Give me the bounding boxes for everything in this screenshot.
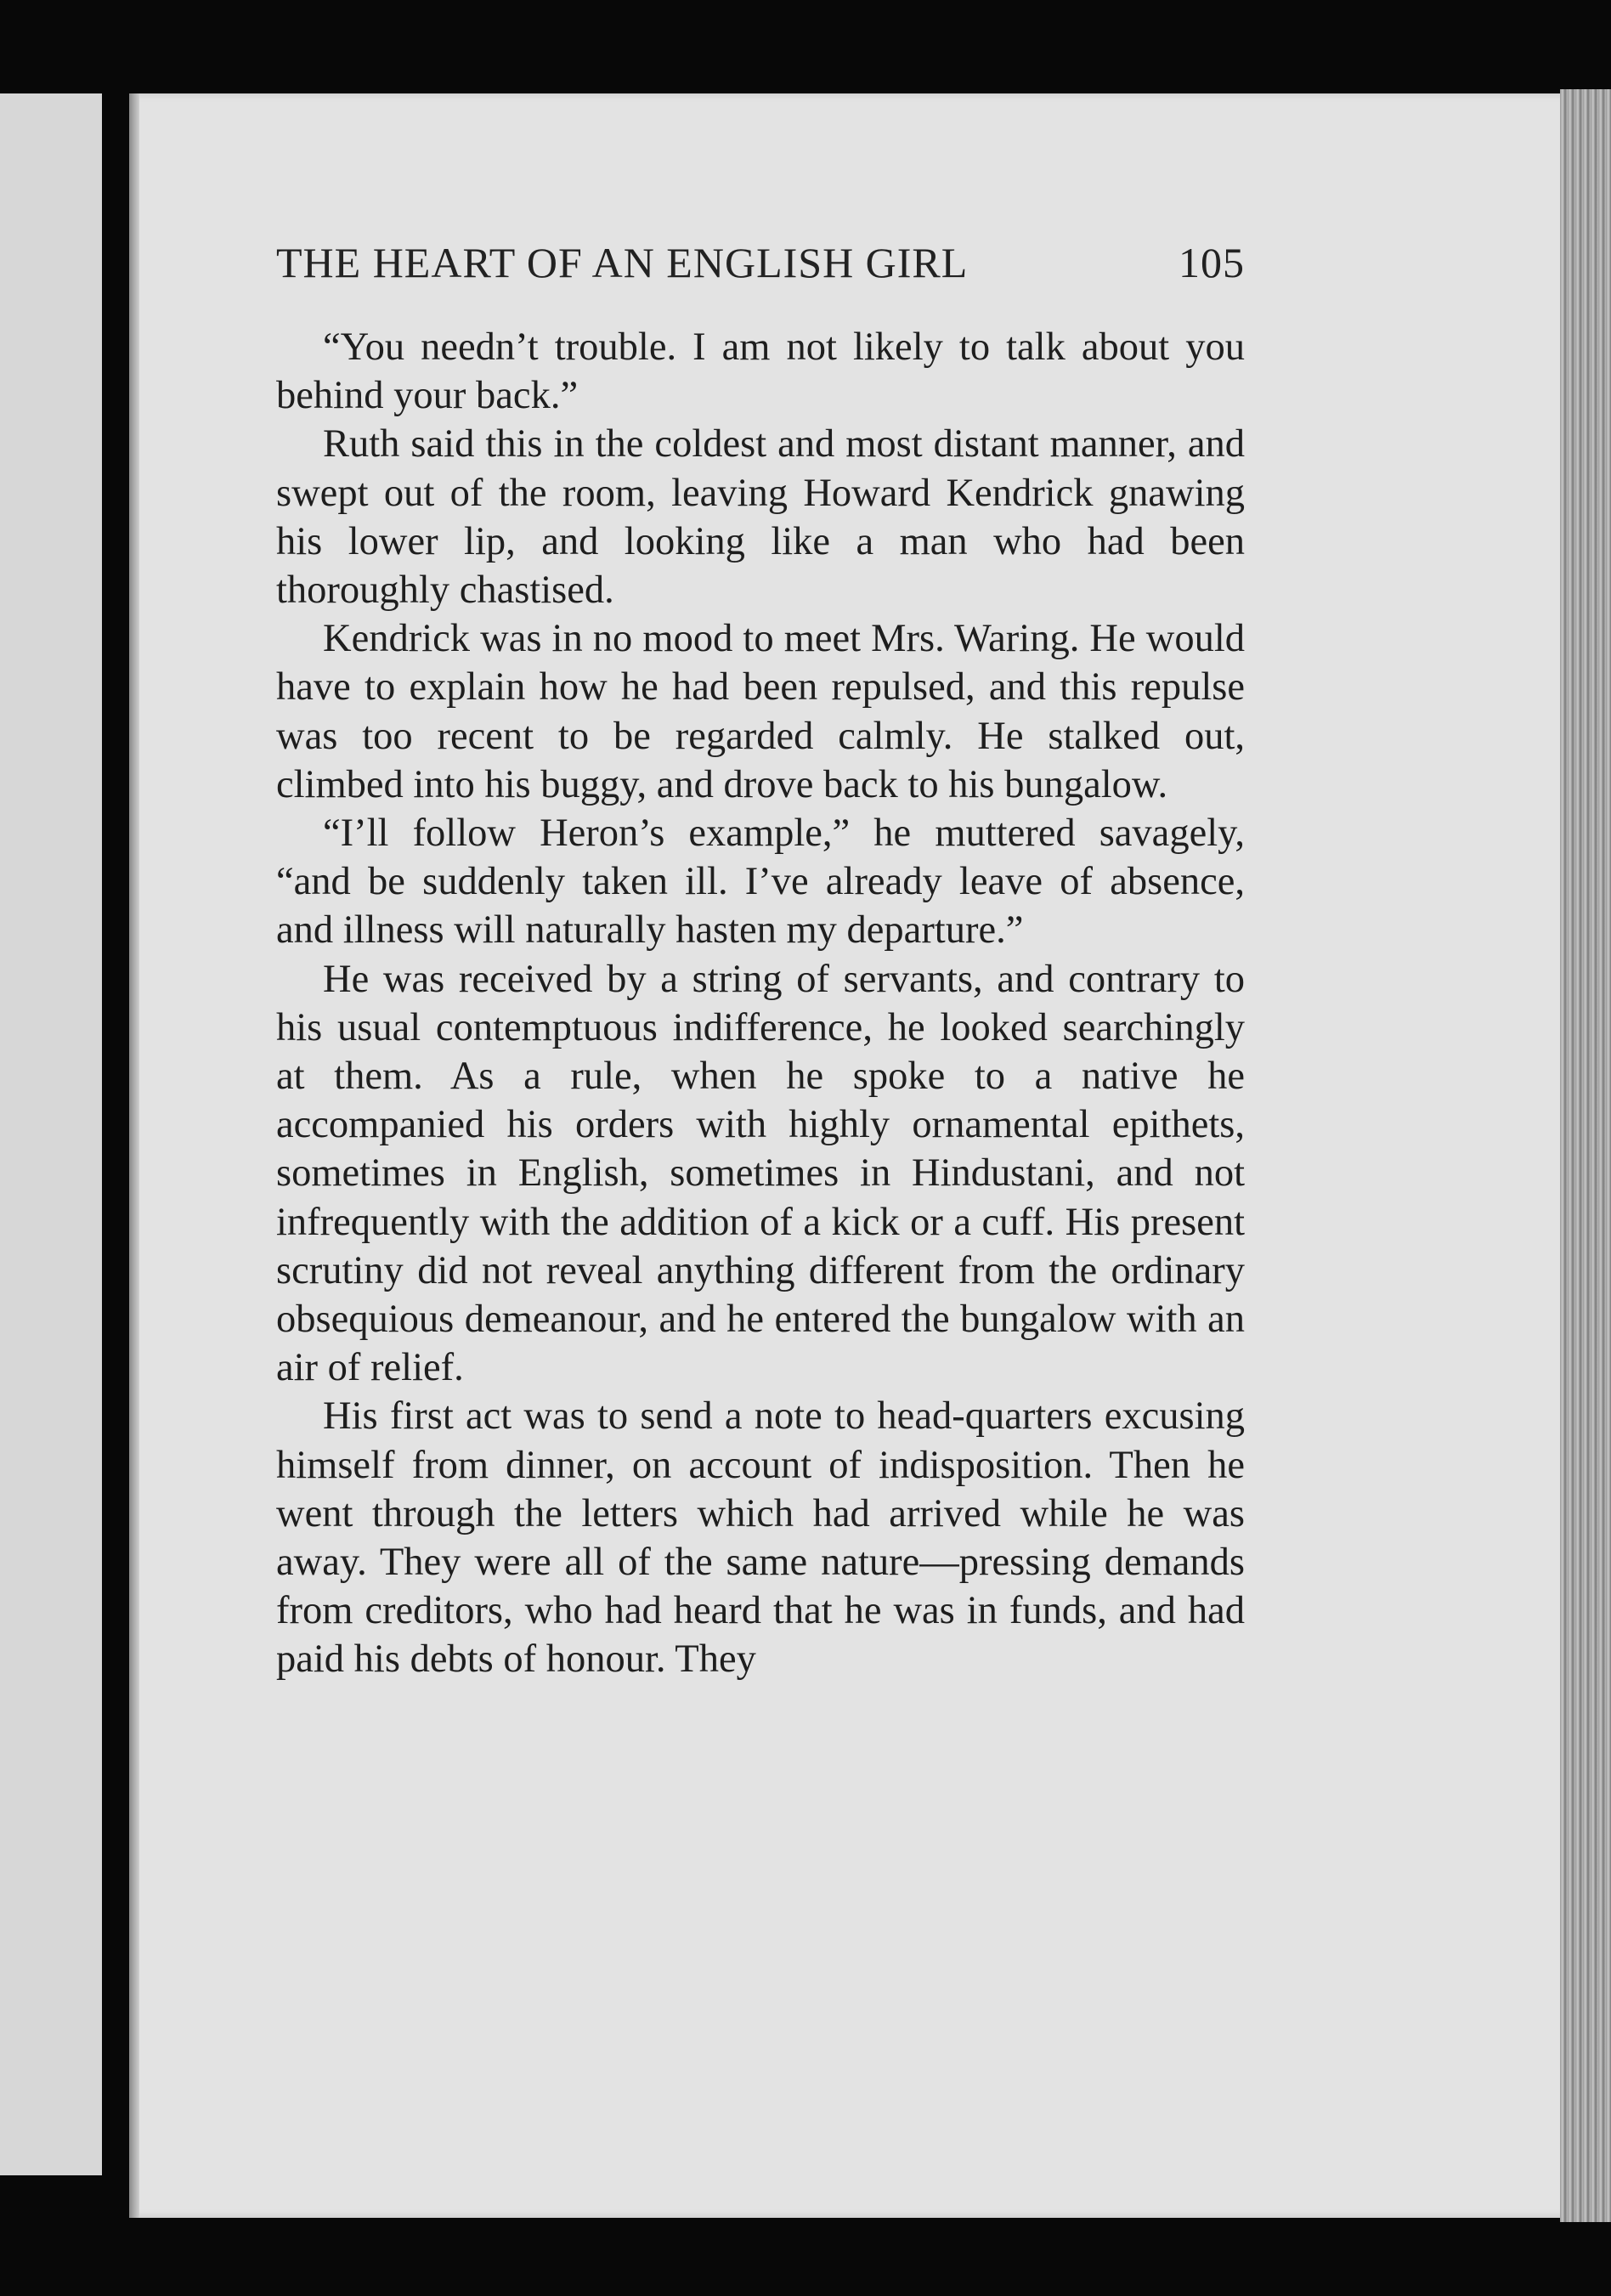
running-title: THE HEART OF AN ENGLISH GIRL [276, 239, 969, 286]
paragraph: Kendrick was in no mood to meet Mrs. Waring. He would have to explain how he had been repulsed, and this repulse was too recent to be regarded calmly. He stalked out, climbed into his buggy, and drove back to his bungalow. [276, 617, 1245, 806]
body-text [276, 323, 1245, 1684]
page-gutter [129, 93, 139, 2218]
paragraph: He was received by a string of servants, and contrary to his usual contemptuous indifference, he looked searchingly at them. As a rule, when he spoke to a native he accompanied his orders with highly ornamental epithets, sometimes in English, sometimes in Hindustani, and not infrequently with the addition of a kick or a cuff. His present scrutiny did not reveal anything different from the ordinary obsequious demeanour, and he entered the bungalow with an air of relief. [276, 957, 1245, 1390]
page-stack-edge [1560, 89, 1611, 2222]
paragraph: His first act was to send a note to head-quarters excusing himself from dinner, on account of indisposition. Then he went through the letters which had arrived while he was away. They were all of the same nature—pressing demands from creditors, who had heard that he was in funds, and had paid his debts of honour. They [276, 1394, 1245, 1682]
paragraph: Ruth said this in the coldest and most distant manner, and swept out of the room, leaving Howard Kendrick gnawing his lower lip, and looking like a man who had been thoroughly chastised. [276, 422, 1245, 613]
running-header [276, 238, 1245, 287]
paragraph: “You needn’t trouble. I am not likely to talk about you behind your back.” [276, 325, 1245, 418]
page-number: 105 [1179, 239, 1245, 286]
paragraph: “I’ll follow Heron’s example,” he muttered savagely, “and be suddenly taken ill. I’ve already leave of absence, and illness will naturally hasten my departure.” [276, 812, 1245, 953]
facing-page-edge [0, 93, 102, 2175]
